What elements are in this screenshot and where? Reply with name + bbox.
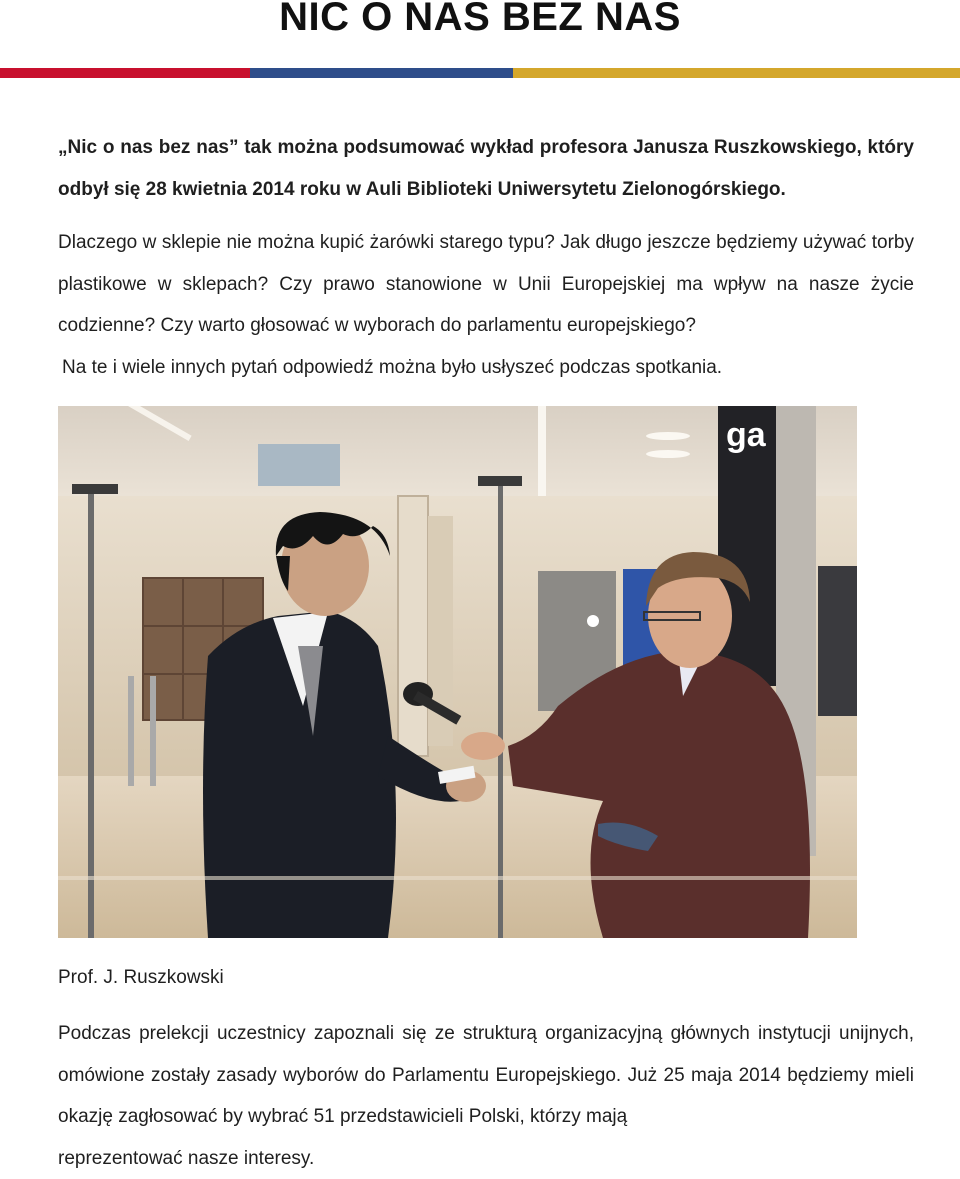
stripe-blue-segment [250, 68, 513, 78]
color-stripe [0, 68, 960, 78]
questions-last-line: Na te i wiele innych pytań odpowiedź można było usłyszeć podczas spotkania. [58, 347, 914, 389]
closing-text: Podczas prelekcji uczestnicy zapoznali się ze strukturą organizacyjną głównych instytucji unijnych, omówione zostały zasady wyborów do Parlamentu Europejskiego. Już 25 maja 2014 będziemy mieli okazję zagłosować by wybrać 51 przedstawicieli Polski, którzy mają [58, 1013, 914, 1138]
lead-paragraph: „Nic o nas bez nas” tak można podsumować wykład profesora Janusza Ruszkowskiego, który odbył się 28 kwietnia 2014 roku w Auli Biblioteki Uniwersytetu Zielonogórskiego. [58, 127, 914, 210]
closing-paragraph [58, 1013, 914, 1179]
questions-text: Dlaczego w sklepie nie można kupić żarówki starego typu? Jak długo jeszcze będziemy używać torby plastikowe w sklepach? Czy prawo stanowione w Unii Europejskiej ma wpływ na nasze życie codzienne? Czy warto głosować w wyborach do parlamentu europejskiego? [58, 222, 914, 347]
closing-last-line: reprezentować nasze interesy. [58, 1138, 914, 1179]
photo-caption: Prof. J. Ruszkowski [58, 963, 224, 993]
pillar-sign-text: ga [726, 416, 767, 454]
interview-photo [58, 406, 857, 938]
stripe-gold-segment [513, 68, 960, 78]
page-title: NIC O NAS BEZ NAS [0, 0, 960, 40]
stripe-red-segment [0, 68, 250, 78]
questions-paragraph [58, 222, 914, 388]
interview-photo-illustration [58, 406, 857, 938]
